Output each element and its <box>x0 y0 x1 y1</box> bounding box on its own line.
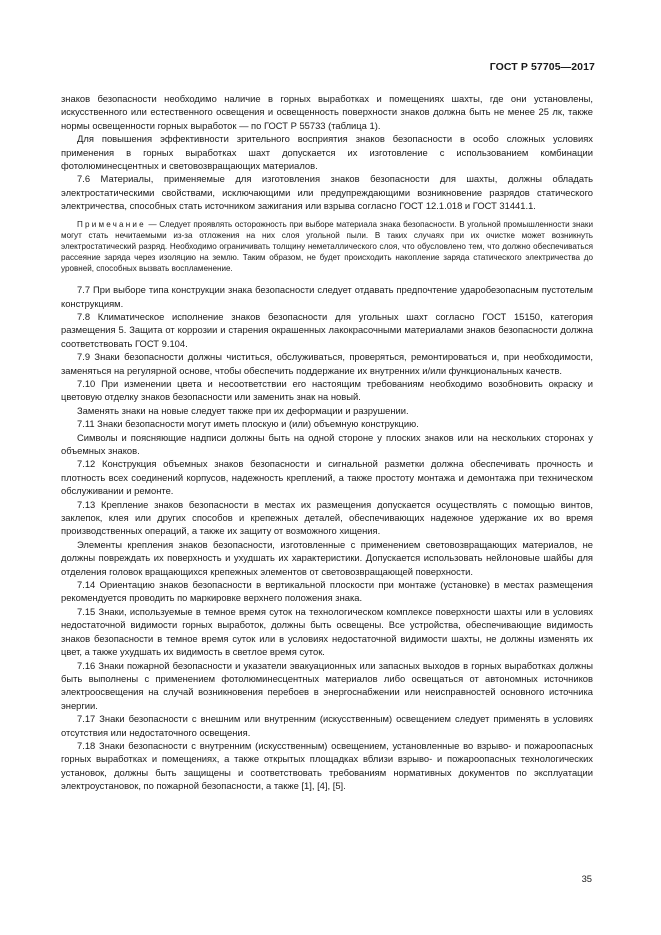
document-body <box>61 92 593 793</box>
paragraph-7-17: 7.17 Знаки безопасности с внешним или внутренним (искусственным) освещением следует применять в условиях отсутствия или недостаточного освещения. <box>61 713 593 738</box>
paragraph-7-11: 7.11 Знаки безопасности могут иметь плоскую и (или) объемную конструкцию. <box>77 418 419 430</box>
paragraph: знаков безопасности необходимо наличие в горных выработках и помещениях шахты, где они установлены, искусственного или естественного освещения и освещенность поверхности знаков должна быть не менее 25 лк, также нормы освещенности горных выработок — по ГОСТ Р 55733 (таблица 1). <box>61 93 593 131</box>
paragraph-7-18: 7.18 Знаки безопасности с внутренним (искусственным) освещением, установленные во взрыво- и пожароопасных горных выработках и помещениях, а также открытых площадках вблизи взрыво- и пожароопасных технологических установок, должны быть защищены и соответствовать требованиям нормативных документов по эксплуатации электроустановок, по пожарной безопасности, а также [1], [4], [5]. <box>61 739 593 792</box>
paragraph-7-16: 7.16 Знаки пожарной безопасности и указатели эвакуационных или запасных выходов в горных выработках должны быть выполнены с применением фотолюминесцентных материалов либо освещаться от автономных источников электроосвещения на случай возникновения перебоев в энергоснабжении или неисправностей основного источника энергии. <box>61 659 593 711</box>
paragraph-7-7: 7.7 При выборе типа конструкции знака безопасности следует отдавать предпочтение ударобезопасным пустотелым конструкциям. <box>61 284 593 309</box>
note-text: — Следует проявлять осторожность при выборе материала знака безопасности. В угольной промышленности знаки могут стать нечитаемыми из-за отложения на них слоя угольной пыли. В таких случаях при их очистке может возникнуть электростатический разряд. Необходимо ограничивать толщину неметаллического слоя, что обусловлено тем, что должно обеспечиваться рассеяние заряда через изоляцию на землю. Таким образом, не будет происходить накопление заряда статического электричества до уровней, способных вызвать воспламенение. <box>61 219 593 274</box>
paragraph: Элементы крепления знаков безопасности, изготовленные с применением световозвращающих материалов, не должны повреждать их поверхность и ухудшать их характеристики. Допускается использовать нейлоновые шайбы для отделения головок вращающихся крепежных элементов от световозвращающей поверхности. <box>61 538 593 577</box>
paragraph: Символы и поясняющие надписи должны быть на одной стороне у плоских знаков или на нескольких сторонах у объемных знаков. <box>61 431 593 456</box>
paragraph-7-14: 7.14 Ориентацию знаков безопасности в вертикальной плоскости при монтаже (установке) в местах размещения рекомендуется проводить по маркировке верхнего положения знака. <box>61 579 593 604</box>
paragraph-7-15: 7.15 Знаки, используемые в темное время суток на технологическом комплексе поверхности шахты или в условиях недостаточной видимости горных выработок, должны быть освещены. Все устройства, обеспечивающие видимость знаков безопасности в темное время суток или в условиях недостаточной видимости шахты, не должны изменять их цвет, а также ухудшать их видимость в светлое время суток. <box>61 605 593 658</box>
paragraph-7-6: 7.6 Материалы, применяемые для изготовления знаков безопасности для шахты, должны обладать электростатическими свойствами, исключающими или предупреждающими возникновение разрядов статического электричества, способных стать источником зажигания или взрыва согласно ГОСТ 12.1.018 и ГОСТ 31441.1. <box>61 173 593 212</box>
page-number: 35 <box>581 873 592 884</box>
paragraph-7-12: 7.12 Конструкция объемных знаков безопасности и сигнальной разметки должна обеспечивать прочность и плотность всех соединений корпусов, надежность креплений, а также простоту монтажа и демонтажа при техническом обслуживании и ремонте. <box>61 458 593 497</box>
note-block <box>61 219 593 274</box>
note-label: Примечание <box>77 219 146 229</box>
paragraph-7-9: 7.9 Знаки безопасности должны чиститься, обслуживаться, проверяться, ремонтироваться и, при необходимости, заменяться на регулярной основе, чтобы обеспечить поддержание их внутренних и/или функциональных качеств. <box>61 351 593 376</box>
paragraph: Заменять знаки на новые следует также при их деформации и разрушении. <box>77 404 409 416</box>
paragraph: Для повышения эффективности зрительного восприятия знаков безопасности в особо сложных условиях применения в горных выработках шахт допускается их изготовление с использованием комбинации фотолюминесцентных и световозвращающих материалов. <box>61 133 593 172</box>
paragraph-7-13: 7.13 Крепление знаков безопасности в местах их размещения допускается осуществлять с помощью винтов, заклепок, клея или других способов и крепежных деталей, обеспечивающих надежное удержание их во время производственных операций, а также их защиту от возможного хищения. <box>61 498 593 537</box>
document-header: ГОСТ Р 57705—2017 <box>489 61 595 73</box>
paragraph-7-8: 7.8 Климатическое исполнение знаков безопасности для угольных шахт согласно ГОСТ 15150, категория размещения 5. Защита от коррозии и старения окрашенных лакокрасочными материалами знаков безопасности должна соответствовать ГОСТ 9.104. <box>61 310 593 349</box>
paragraph-7-10: 7.10 При изменении цвета и несоответствии его настоящим требованиям необходимо возобновить окраску и цветовую отделку знаков безопасности или заменить знак на новый. <box>61 377 593 403</box>
